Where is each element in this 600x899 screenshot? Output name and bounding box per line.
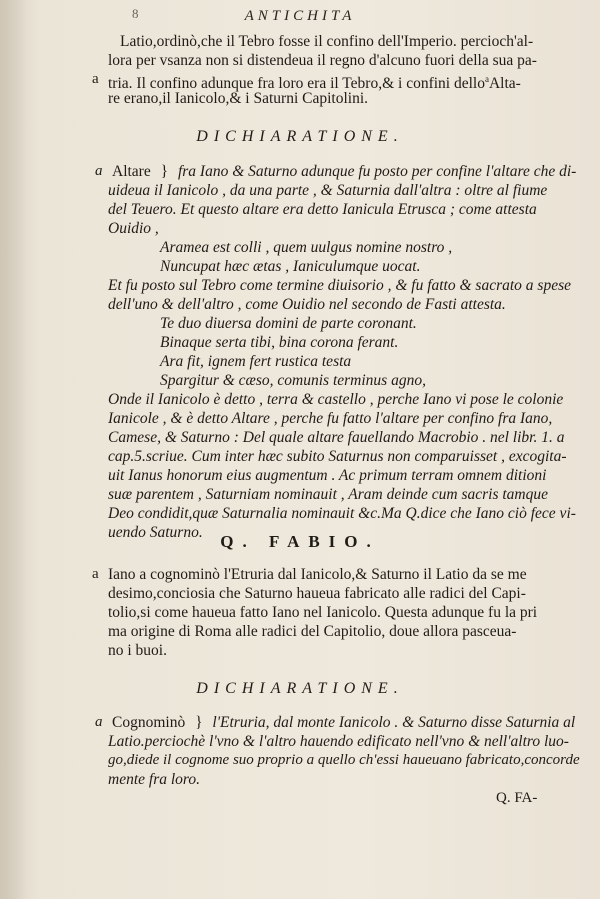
dich1-line-17: uit Ianus honorum eius augmentum . Ac primum terram omnem ditioni — [108, 467, 547, 484]
dich1-line-4: Ouidio , — [108, 220, 159, 237]
verse-line-6: Spargitur & cæso, comunis terminus agno, — [160, 372, 426, 389]
intro-line-3 — [108, 71, 521, 92]
verse-line-3: Te duo diuersa domini de parte coronant. — [160, 315, 417, 332]
verse-line-5: Ara fit, ignem fert rustica testa — [160, 353, 352, 370]
intro-line-1: Latio,ordinò,che il Tebro fosse il confino dell'Imperio. percioch'al- — [120, 33, 534, 50]
section-heading-1: DICHIARATIONE. — [196, 128, 404, 145]
dich1-line-18: suæ parentem , Saturniam nominauit , Aram deinde cum sacris tamque — [108, 486, 549, 503]
fabio-line-2: desimo,conciosia che Saturno haueua fabricato alle radici del Capi- — [108, 585, 526, 602]
intro-note-marker: a — [92, 71, 99, 87]
intro-line-4: re erano,il Ianicolo,& i Saturni Capitolini. — [108, 90, 368, 107]
dich1-line-20: uendo Saturno. — [108, 524, 203, 541]
intro-superscript: a — [484, 74, 489, 84]
verse-line-4: Binaque serta tibi, bina corona ferant. — [160, 334, 399, 351]
intro-line-3-text: tria. Il confino adunque fra loro era il Tebro,& i confini dello — [108, 75, 485, 93]
dich1-line-13: Onde il Ianicolo è detto , terra & castello , perche Iano vi pose le colonie — [108, 391, 564, 408]
dich2-line-1 — [112, 714, 575, 731]
dich1-line-16: cap.5.scriue. Cum inter hæc subito Saturnus non comparuisset , excogita- — [108, 448, 567, 465]
fabio-line-5: no i buoi. — [108, 642, 167, 659]
dich2-line-2: Latio.perciochè l'vno & l'altro hauendo edificato nell'vno & nell'altro luo- — [108, 733, 569, 750]
section-heading-2: DICHIARATIONE. — [196, 680, 404, 697]
page-number: 8 — [132, 6, 139, 21]
dich1-line-1-text: fra Iano & Saturno adunque fu posto per confine l'altare che di- — [177, 163, 577, 180]
dich2-bracket: } — [195, 714, 203, 731]
dich2-line-4: mente fra loro. — [108, 771, 200, 788]
dich2-line-1-text: l'Etruria, dal monte Ianicolo . & Saturno disse Saturnia al — [212, 714, 576, 731]
verse-line-1: Aramea est colli , quem uulgus nomine nostro , — [160, 239, 453, 256]
intro-line-3-tail: Alta- — [488, 75, 521, 93]
dich1-line-8: dell'uno & dell'altro , come Ouidio nel secondo de Fasti attesta. — [108, 296, 506, 313]
dich1-bracket: } — [160, 163, 169, 180]
speaker-heading: Q. FABIO. — [220, 532, 380, 551]
fabio-line-1: Iano a cognominò l'Etruria dal Ianicolo,& Saturno il Latio da se me — [108, 566, 527, 583]
dich2-note-marker: a — [95, 714, 103, 730]
catchword: Q. FA- — [496, 790, 538, 806]
verse-line-2: Nuncupat hæc ætas , Ianiculumque uocat. — [160, 258, 421, 275]
dich1-line-19: Deo condidit,quæ Saturnalia nominauit &c.Ma Q.dice che Iano ciò fece vi- — [108, 505, 576, 522]
dich2-lemma: Cognominò — [112, 714, 186, 731]
dich1-lemma: Altare — [112, 163, 151, 180]
running-title: ANTICHITA — [244, 8, 356, 24]
dich1-line-7: Et fu posto sul Tebro come termine diuisorio , & fu fatto & sacrato a spese — [108, 277, 571, 294]
dich1-line-1 — [112, 163, 576, 180]
dich1-line-3: del Teuero. Et questo altare era detto Ianicula Etrusca ; come attesta — [108, 201, 537, 218]
dich2-line-3: go,diede il cognome suo proprio a quello ch'essi haueuano fabricato,concorde — [108, 752, 580, 768]
intro-line-2: lora per vsanza non si distendeua il regno d'alcuno fuori della sua pa- — [108, 52, 537, 69]
fabio-note-marker: a — [92, 566, 99, 582]
dich1-line-2: uideua il Ianicolo , da una parte , & Saturnia dall'altra : oltre al fiume — [108, 182, 548, 199]
fabio-line-3: tolio,si come haueua fatto Iano nel Ianicolo. Questa adunque fu la pri — [108, 604, 538, 621]
dich1-line-14: Ianicole , & è detto Altare , perche fu fatto l'altare per confino fra Iano, — [108, 410, 553, 427]
dich1-note-marker: a — [95, 163, 103, 179]
dich1-line-15: Camese, & Saturno : Del quale altare fauellando Macrobio . nel libr. 1. a — [108, 429, 565, 446]
fabio-line-4: ma origine di Roma alle radici del Capitolio, doue allora pasceua- — [108, 623, 517, 640]
